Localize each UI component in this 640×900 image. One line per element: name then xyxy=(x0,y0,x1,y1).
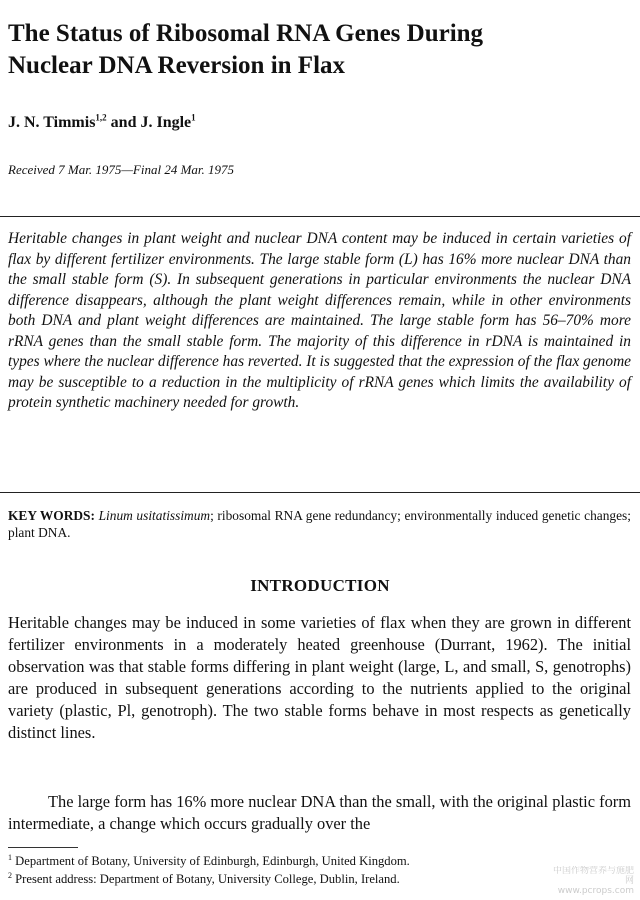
author-2: J. Ingle xyxy=(140,114,192,131)
author-1-affiliation: 1,2 xyxy=(95,112,107,123)
keywords-list: ; ribosomal RNA gene redundancy; environmentally induced genetic changes; plant DNA. xyxy=(8,508,631,540)
received-dates: Received 7 Mar. 1975—Final 24 Mar. 1975 xyxy=(8,162,235,177)
footnote-2 xyxy=(8,871,400,887)
footnote-1-text: Department of Botany, University of Edinburgh, Edinburgh, United Kingdom. xyxy=(15,854,410,868)
keywords xyxy=(8,507,631,541)
footnote-1 xyxy=(8,853,410,869)
site-watermark: 中国作物营养与施肥网 www.pcrops.com xyxy=(552,866,634,896)
author-1: J. N. Timmis xyxy=(8,114,96,131)
abstract-top-rule xyxy=(0,216,640,217)
introduction-paragraph-1: Heritable changes may be induced in some varieties of flax when they are grown in different fertilizer environments in a moderately heated greenhouse (Durrant, 1962). The initial observation was that stable forms differing in plant weight (large, L, and small, S, genotrophs) are produced in subsequent generations according to the nutrients applied to the original variety (plastic, Pl, genotroph). The two stable forms behave in most respects as genetically distinct lines. xyxy=(8,613,631,742)
introduction-heading: INTRODUCTION xyxy=(250,576,390,595)
abstract-text: Heritable changes in plant weight and nuclear DNA content may be induced in certain varieties of flax by different fertilizer environments. The large stable form (L) has 16% more nuclear DNA than the small stable form (S). In subsequent generations in particular environments the nuclear DNA difference disappears, although the plant weight differences remain, while in other environments both DNA and plant weight differences are maintained. The large stable form has 56–70% more rRNA genes than the small stable form. The majority of this difference in rDNA is maintained in types where the nuclear difference has reverted. It is suggested that the expression of the flax genome may be susceptible to a reduction in the multiplicity of rRNA genes which limits the availability of protein synthetic machinery needed for growth. xyxy=(8,230,632,411)
footnote-2-marker: 2 xyxy=(8,870,12,880)
paper-title xyxy=(8,18,628,82)
author-2-affiliation: 1 xyxy=(191,112,196,123)
author-conjunction: and xyxy=(106,114,141,131)
keywords-label: KEY WORDS: xyxy=(8,508,95,523)
paper-title-line-2: Nuclear DNA Reversion in Flax xyxy=(8,52,346,79)
keywords-species: Linum usitatissimum xyxy=(98,508,211,523)
author-line xyxy=(8,113,196,133)
footnote-rule xyxy=(8,847,78,848)
paper-title-line-1: The Status of Ribosomal RNA Genes During xyxy=(8,20,484,47)
footnote-2-text: Present address: Department of Botany, University College, Dublin, Ireland. xyxy=(15,872,400,886)
introduction-paragraph-2: The large form has 16% more nuclear DNA than the small, with the original plastic form intermediate, a change which occurs gradually over the xyxy=(8,792,631,833)
footnote-1-marker: 1 xyxy=(8,852,12,862)
abstract-bottom-rule xyxy=(0,492,640,493)
